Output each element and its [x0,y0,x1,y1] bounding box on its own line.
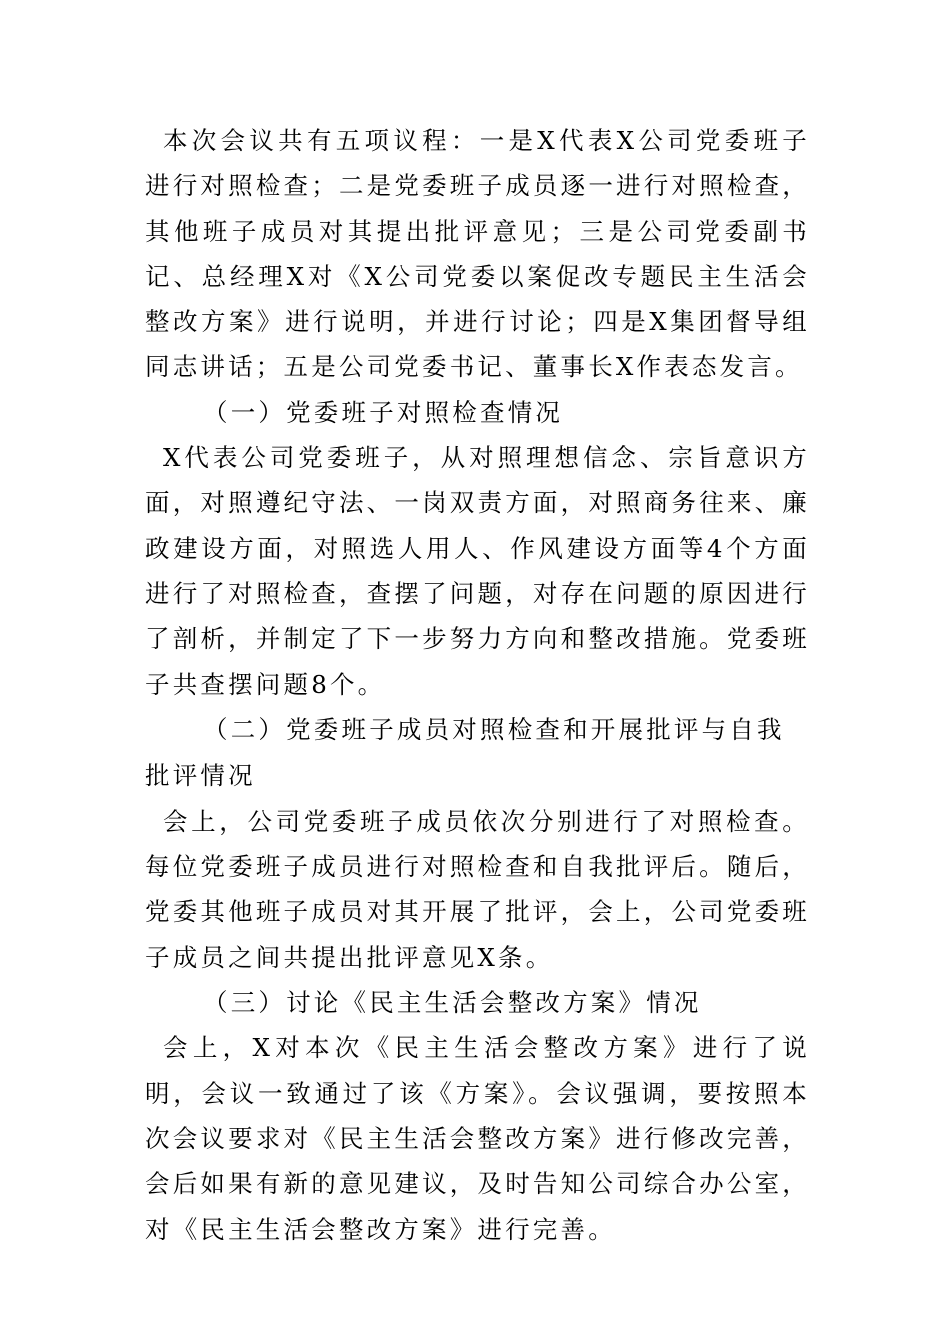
section-heading-2: （二）党委班子成员对照检查和开展批评与自我批评情况 [145,714,785,790]
section-2-paragraph: 会上，公司党委班子成员依次分别进行了对照检查。每位党委班子成员进行对照检查和自我批评后。随后，党委其他班子成员对其开展了批评，会上，公司党委班子成员之间共提出批评意见X条。 [145,806,810,972]
section-3-paragraph: 会上，X对本次《民主生活会整改方案》进行了说明，会议一致通过了该《方案》。会议强调，要按照本次会议要求对《民主生活会整改方案》进行修改完善，会后如果有新的意见建议，及时告知公司综合办公室，对《民主生活会整改方案》进行完善。 [145,1033,810,1244]
section-1-paragraph: X代表公司党委班子，从对照理想信念、宗旨意识方面，对照遵纪守法、一岗双责方面，对照商务往来、廉政建设方面，对照选人用人、作风建设方面等4个方面进行了对照检查，查摆了问题，对存在问题的原因进行了剖析，并制定了下一步努力方向和整改措施。党委班子共查摆问题8个。 [145,443,810,699]
agenda-paragraph: 本次会议共有五项议程：一是X代表X公司党委班子进行对照检查；二是党委班子成员逐一进行对照检查，其他班子成员对其提出批评意见；三是公司党委副书记、总经理X对《X公司党委以案促改专题民主生活会整改方案》进行说明，并进行讨论；四是X集团督导组同志讲话；五是公司党委书记、董事长X作表态发言。 [145,126,810,382]
section-heading-1: （一）党委班子对照检查情况 [203,397,564,427]
section-heading-3: （三）讨论《民主生活会整改方案》情况 [203,988,702,1018]
document-body [145,118,810,1252]
